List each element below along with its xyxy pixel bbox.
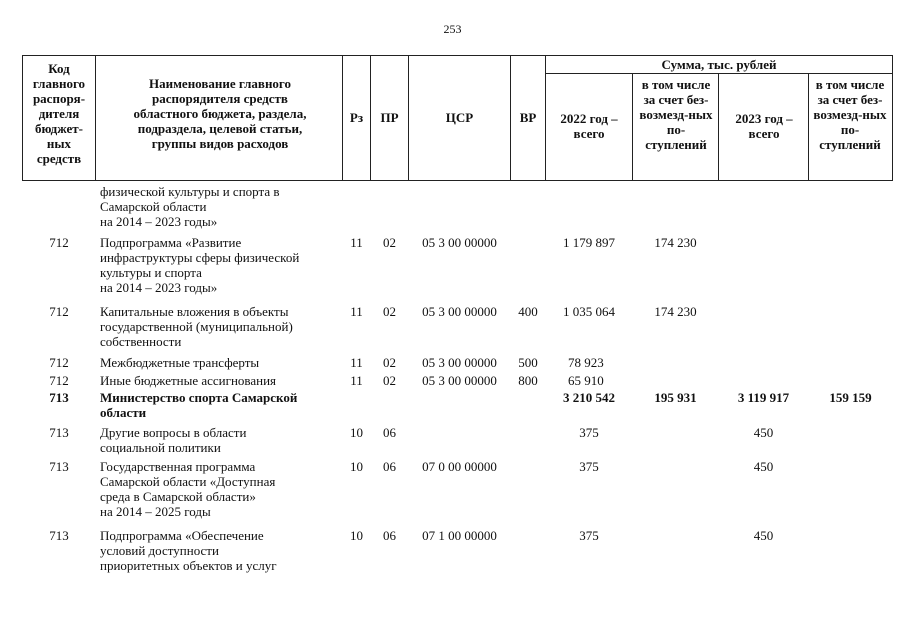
row-name: Иные бюджетные ассигнования — [100, 373, 277, 388]
row-y2022: 375 — [579, 528, 599, 543]
header-csr: ЦСР — [445, 110, 474, 125]
row-name: физической культуры и спорта в Самарской области на 2014 – 2023 годы» — [100, 184, 280, 229]
header-2022-total: 2022 год – всего — [560, 111, 618, 141]
row-vr: 800 — [518, 373, 538, 388]
row-y2022-free: 174 230 — [654, 235, 697, 250]
row-name: Подпрограмма «Обеспечение условий доступности приоритетных объектов и услуг — [100, 528, 277, 573]
row-code: 713 — [49, 390, 69, 405]
header-pr: ПР — [380, 110, 399, 125]
row-y2023-free: 159 159 — [829, 390, 872, 405]
row-name: Межбюджетные трансферты — [100, 355, 260, 370]
row-rz: 11 — [350, 235, 363, 250]
row-y2022-free: 195 931 — [654, 390, 697, 405]
row-rz: 11 — [350, 373, 363, 388]
row-y2023: 3 119 917 — [737, 390, 790, 405]
row-rz: 10 — [350, 528, 363, 543]
row-y2022: 1 035 064 — [563, 304, 615, 319]
row-code: 713 — [49, 425, 69, 440]
row-csr: 05 3 00 00000 — [422, 235, 497, 250]
row-vr: 500 — [518, 355, 538, 370]
row-rz: 11 — [350, 355, 363, 370]
row-name: Государственная программа Самарской области «Доступная среда в Самарской области» на 2014 – 2025 годы — [100, 459, 276, 519]
header-name: Наименование главного распорядителя средств областного бюджета, раздела, подраздела, целевой статьи, группы видов расходов — [133, 76, 307, 151]
row-pr: 02 — [383, 355, 396, 370]
row-pr: 06 — [383, 459, 396, 474]
row-pr: 02 — [383, 304, 396, 319]
row-pr: 02 — [383, 373, 396, 388]
row-pr: 06 — [383, 425, 396, 440]
header-2023-total: 2023 год – всего — [735, 111, 793, 141]
row-y2022: 375 — [579, 459, 599, 474]
row-y2023: 450 — [753, 528, 774, 543]
header-2023-free: в том числе за счет без-возмезд-ных по-ступлений — [813, 77, 887, 152]
row-y2022-free: 174 230 — [654, 304, 697, 319]
row-vr: 400 — [518, 304, 538, 319]
row-code: 712 — [49, 304, 69, 319]
row-y2022: 1 179 897 — [563, 235, 615, 250]
row-name: Капитальные вложения в объекты государственной (муниципальной) собственности — [100, 304, 293, 349]
row-name: Подпрограмма «Развитие инфраструктуры сферы физической культуры и спорта на 2014 – 2023 годы» — [100, 235, 300, 295]
row-name: Другие вопросы в области социальной политики — [100, 425, 247, 455]
header-vr: ВР — [519, 110, 537, 125]
row-name: Министерство спорта Самарской области — [100, 390, 298, 420]
page-number: 253 — [443, 22, 462, 36]
row-code: 712 — [49, 235, 69, 250]
row-y2023: 450 — [753, 425, 774, 440]
header-sum-group: Сумма, тыс. рублей — [661, 57, 777, 72]
row-csr: 05 3 00 00000 — [422, 304, 497, 319]
header-2022-free: в том числе за счет без-возмезд-ных по-ступлений — [639, 77, 713, 152]
row-y2022: 375 — [579, 425, 599, 440]
header-code: Код главного распоря-дителя бюджет-ных средств — [32, 61, 86, 166]
row-csr: 07 1 00 00000 — [422, 528, 497, 543]
row-pr: 02 — [383, 235, 396, 250]
row-csr: 05 3 00 00000 — [422, 355, 497, 370]
row-pr: 06 — [383, 528, 396, 543]
row-csr: 07 0 00 00000 — [422, 459, 497, 474]
row-y2022: 65 910 — [568, 373, 604, 388]
row-rz: 10 — [350, 425, 363, 440]
row-rz: 11 — [350, 304, 363, 319]
row-y2022: 3 210 542 — [563, 390, 615, 405]
row-code: 713 — [49, 528, 69, 543]
row-y2023: 450 — [753, 459, 774, 474]
header-rz: Рз — [349, 110, 364, 125]
row-csr: 05 3 00 00000 — [422, 373, 497, 388]
row-rz: 10 — [350, 459, 363, 474]
row-code: 712 — [49, 373, 69, 388]
row-y2022: 78 923 — [568, 355, 604, 370]
row-code: 712 — [49, 355, 69, 370]
row-code: 713 — [49, 459, 69, 474]
